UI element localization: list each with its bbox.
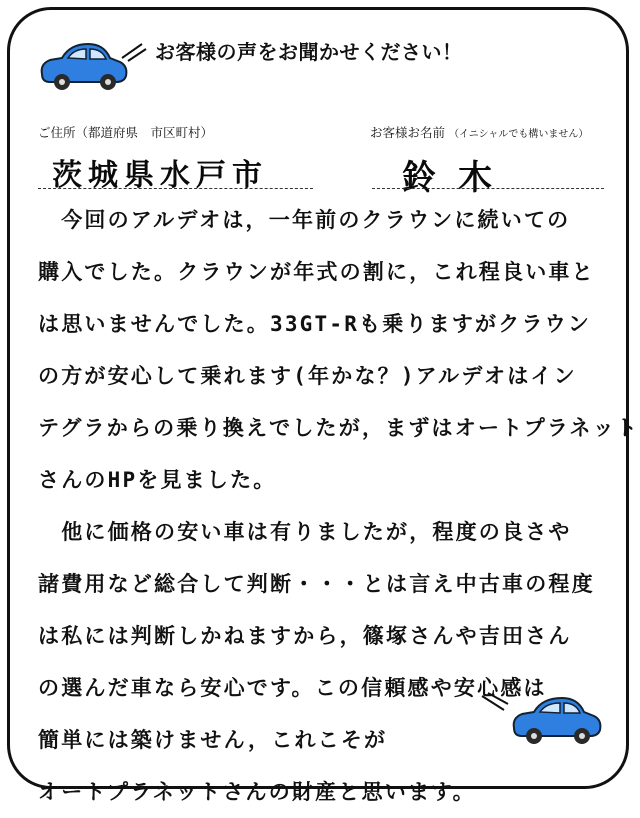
text-line: は思いませんでした。33GT-Rも乗りますがクラウン (38, 312, 592, 336)
text-line: 簡単には築けません，これこそが (38, 728, 388, 752)
text-line: の方が安心して乗れます(年かな？)アルデオはイン (38, 364, 577, 388)
name-value: 鈴木 (402, 158, 514, 198)
name-underline (372, 188, 604, 189)
text-line: さんのHPを見ました。 (38, 468, 277, 492)
text-line: は私には判断しかねますから，篠塚さんや吉田さん (38, 624, 572, 648)
text-line: オートプラネットさんの財産と思います。 (38, 780, 476, 804)
text-line: テグラからの乗り換えでしたが，まずはオートプラネット (38, 416, 640, 440)
text-line: 諸費用など総合して判断・・・とは言え中古車の程度 (38, 572, 595, 596)
motion-lines-icon (118, 40, 148, 64)
name-label: お客様お名前 (370, 125, 446, 140)
address-value: 茨城県水戸市 (52, 158, 268, 193)
text-line: 他に価格の安い車は有りましたが，程度の良さや (38, 520, 572, 544)
address-underline (38, 188, 313, 189)
motion-lines-icon (478, 690, 512, 716)
text-line: の選んだ車なら安心です。この信頼感や安心感は (38, 676, 547, 700)
page-title: お客様の声をお聞かせください！ (155, 40, 463, 64)
name-label-row (370, 123, 588, 141)
address-label: ご住所（都道府県 市区町村） (38, 125, 214, 140)
text-line: 購入でした。クラウンが年式の割に，これ程良い車と (38, 260, 595, 284)
car-icon (508, 690, 606, 750)
text-line: 今回のアルデオは，一年前のクラウンに続いての (38, 208, 571, 232)
name-note: （イニシャルでも構いません） (449, 129, 589, 140)
